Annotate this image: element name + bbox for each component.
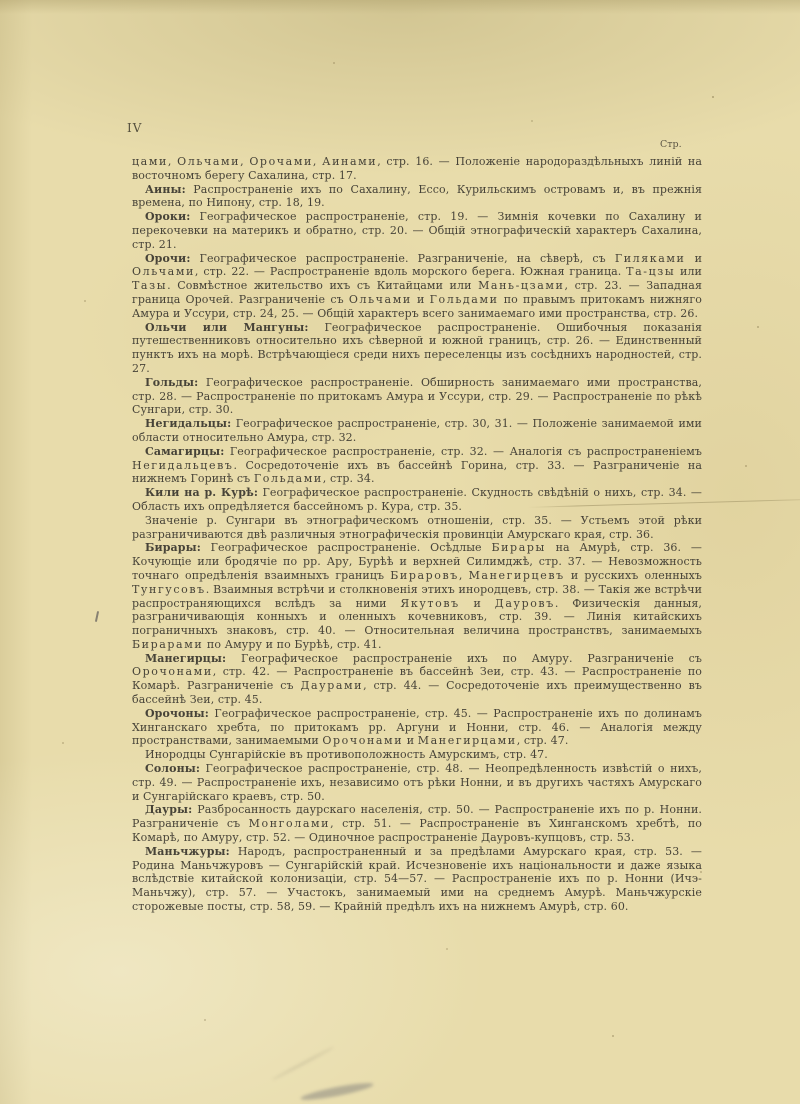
toc-paragraph [132,376,702,417]
toc-paragraph [132,748,702,762]
letterspaced-name: Даурами [300,679,364,693]
entry-text: Географическое распространеніе ихъ по Амуру. Разграниченіе съ [226,651,702,665]
entry-text: Инородцы Сунгарійскіе въ противоположность Амурскимъ, стр. 47. [145,748,548,762]
entry-text: Народъ, распространенный и за предѣлами Амурскаго края, стр. 53. — Родина Маньчжуровъ — Сунгарійскій край. Исчезновеніе ихъ національности и даже языка вслѣдствіе китайской колонизаціи, стр. 54—57. — Распространеніе ихъ по р. Нонни (Ичэ-Маньчжу), стр. 57. — Участокъ, занимаемый ими на среднемъ Амурѣ. Маньчжурскіе сторожевые посты, стр. 58, 59. — Крайній предѣлъ ихъ на нижнемъ Амурѣ, стр. 60. [132,844,702,914]
entry-text: , стр. 22. — Распространеніе вдоль морского берега. Южная граница. [194,265,627,279]
letterspaced-name: Та-цзы [626,265,676,279]
letterspaced-name: Мань-цзами [478,279,565,293]
entry-text: , стр. 23. — Западная граница Орочей. Разграниченіе съ [132,279,703,306]
entry-text: , стр. 47. [516,734,569,748]
letterspaced-name: Аинами [322,155,378,168]
entry-text: Географическое распространеніе. Обширность занимаемаго ими пространства, стр. 28. — Распространеніе по притокамъ Амура и Уссури, стр. 29. — Распространеніе по рѣкѣ Сунгари, стр. 30. [132,375,702,417]
entry-headword: Дауры: [145,803,193,817]
entry-text: , [458,568,469,582]
letterspaced-name: Орочонами [132,665,213,679]
letterspaced-name: Манегирцевъ [468,568,565,582]
entry-text: Географическое распространеніе. Разграниченіе, на сѣверѣ, съ [190,251,615,265]
entry-text: , стр. 42. — Распространеніе въ бассейнѣ Зеи, стр. 43. — Распространеніе по Комарѣ. Разграниченіе съ [132,665,702,693]
toc-paragraph [132,445,702,486]
entry-text: или [675,265,702,279]
letterspaced-name: Орочами [249,155,313,168]
letterspaced-name: Бираровъ [390,568,459,582]
entry-headword: Солоны: [145,762,201,776]
entry-text: Разбросанность даурскаго населенія, стр. 50. — Распространеніе ихъ по р. Нонни. Разграниченіе съ [132,803,702,831]
toc-paragraph [132,486,702,514]
toc-paragraph [132,183,702,211]
letterspaced-name: Якутовъ [400,596,460,610]
entry-text: Распространеніе ихъ по Сахалину, Ессо, Курильскимъ островамъ и, въ прежнія времена, по Нипону, стр. 18, 19. [132,182,702,210]
entry-text: и русскихъ оленныхъ [564,568,703,582]
page-reference-column-header: Стр. [660,139,682,150]
page-number: IV [127,121,143,135]
entry-headword: Ольчи или Мангуны: [145,320,309,334]
entry-text: . Взаимныя встрѣчи и столкновенія этихъ инородцевъ, стр. 38. — Такія же встрѣчи распространяющихся вслѣдъ за ними [132,582,702,610]
entry-headword: Аины: [145,182,186,196]
entry-text: по Амуру и по Бурѣѣ, стр. 41. [203,637,382,651]
entry-text: , стр. 16. — Положеніе народораздѣльныхъ линій на восточномъ берегу Сахалина, стр. 17. [132,155,702,182]
letterspaced-name: Тунгусовъ [132,582,206,596]
entry-headword: Орочи: [145,251,191,265]
entry-text: , [167,155,178,168]
toc-paragraph [132,210,702,251]
letterspaced-name: Монголами [248,817,331,831]
entry-text: на Амурѣ, стр. 36. — Кочующіе или бродячіе по рр. Ару, Бурѣѣ и верхней Силимджѣ, стр. 37. — Невозможность точнаго опредѣленія взаимныхъ границъ [132,541,702,582]
entry-text: Значеніе р. Сунгари въ этнографическомъ отношеніи, стр. 35. — Устьемъ этой рѣки разграничиваются двѣ различныя этнографическія провинціи Амурскаго края, стр. 36. [132,513,702,541]
entry-text: , [240,155,250,168]
entry-text: и [403,734,418,748]
entry-headword: Манегирцы: [145,651,227,665]
entry-text: , стр. 34. [322,472,375,486]
paper-specks [0,0,2,2]
letterspaced-name: цами [132,155,168,168]
entry-headword: Бирары: [145,541,201,555]
toc-paragraph [132,155,702,183]
entry-text: Географическое распространеніе, стр. 19. — Зимнія кочевки по Сахалину и перекочевки на материкъ и обратно, стр. 20. — Общій этнографическій характеръ Сахалина, стр. 21. [132,210,702,251]
margin-ink-mark [95,611,99,622]
entry-text: . Физическія данныя, разграничивающія конныхъ и оленныхъ кочевниковъ, стр. 39. — Линія китайскихъ пограничныхъ знаковъ, стр. 40. — Относительная величина пространствъ, занимаемыхъ [132,596,702,638]
letterspaced-name: Бирарами [132,637,204,651]
entry-headword: Гольды: [145,375,199,389]
entry-text: и [685,251,703,265]
toc-paragraph [132,321,702,376]
letterspaced-name: Ольчами [177,155,241,168]
pencil-smudge-faint [271,1046,334,1082]
entry-text: Географическое распространеніе. Осѣдлые [200,541,492,555]
toc-paragraph [132,762,702,803]
letterspaced-name: Орочонами [322,734,404,748]
letterspaced-name: Гиляками [614,251,686,265]
entry-text: . Сосредоточеніе ихъ въ бассейнѣ Горина, стр. 33. — Разграниченіе на нижнемъ Горинѣ съ [132,458,702,486]
entry-text: и [411,292,430,306]
letterspaced-name: Гольдами [429,292,499,306]
pencil-smudge [300,1080,374,1103]
letterspaced-name: Тазы [132,279,168,293]
entry-headword: Негидальцы: [145,417,232,431]
letterspaced-name: Дауровъ [494,596,555,610]
toc-paragraph [132,541,702,651]
toc-paragraph [132,707,702,748]
toc-paragraph [132,514,702,542]
entry-text: Географическое распространеніе. Скудность свѣдѣній о нихъ, стр. 34. — Область ихъ опредѣляется бассейномъ р. Кура, стр. 35. [132,486,703,513]
toc-paragraph [132,252,702,321]
entry-text: , [312,155,323,168]
entry-text: по правымъ притокамъ нижняго Амура и Уссури, стр. 24, 25. — Общій характеръ всего занимаемаго ими пространства, стр. 26. [132,292,703,320]
toc-paragraph [132,803,702,844]
entry-headword: Маньчжуры: [145,844,230,858]
entry-text: Географическое распространеніе. Ошибочныя показанія путешественниковъ относительно ихъ сѣверной и южной границъ, стр. 26. — Единственный пунктъ ихъ на морѣ. Встрѣчающіеся среди нихъ переселенцы изъ сосѣднихъ народностей, стр. 27. [132,320,702,375]
entry-text: Географическое распространеніе, стр. 45. — Распространеніе ихъ по долинамъ Хинганскаго хребта, по притокамъ рр. Аргуни и Нонни, стр. 46. — Аналогія между пространствами, занимаемыми [132,706,702,748]
entry-headword: Орочоны: [145,706,209,720]
letterspaced-name: Гольдами [253,472,323,486]
entry-text: , стр. 44. — Сосредоточеніе ихъ преимущественно въ бассейнѣ Зеи, стр. 45. [132,679,703,707]
toc-paragraph [132,417,702,445]
entry-text: Географическое распространеніе, стр. 30, 31. — Положеніе занимаемой ими области относительно Амура, стр. 32. [132,417,702,444]
entry-headword: Ороки: [145,210,191,224]
letterspaced-name: Манегирцами [417,734,517,748]
letterspaced-name: Бирары [491,541,546,555]
letterspaced-name: Ольчами [348,292,412,306]
toc-paragraph [132,845,702,914]
table-of-contents-text [132,155,702,914]
entry-text: Географическое распространеніе, стр. 48. — Неопредѣленность извѣстій о нихъ, стр. 49. — Распространеніе ихъ, независимо отъ рѣки Нонни, и въ другихъ частяхъ Амурскаго и Сунгарійскаго краевъ, стр. 50. [132,762,702,803]
entry-text: и [459,596,495,610]
entry-text: Географическое распространеніе, стр. 32. — Аналогія съ распространеніемъ [224,444,702,458]
toc-paragraph [132,652,702,707]
entry-text: , стр. 51. — Распространеніе въ Хинганскомъ хребтѣ, по Комарѣ, по Амуру, стр. 52. — Одиночное распространеніе Дауровъ-купцовъ, стр. 53. [132,817,702,845]
entry-text: . Совмѣстное жительство ихъ съ Китайцами или [167,279,479,293]
entry-headword: Кили на р. Курѣ: [145,486,259,500]
entry-headword: Самагирцы: [145,444,225,458]
letterspaced-name: Ольчами [132,265,195,279]
letterspaced-name: Негидальцевъ [132,458,234,472]
